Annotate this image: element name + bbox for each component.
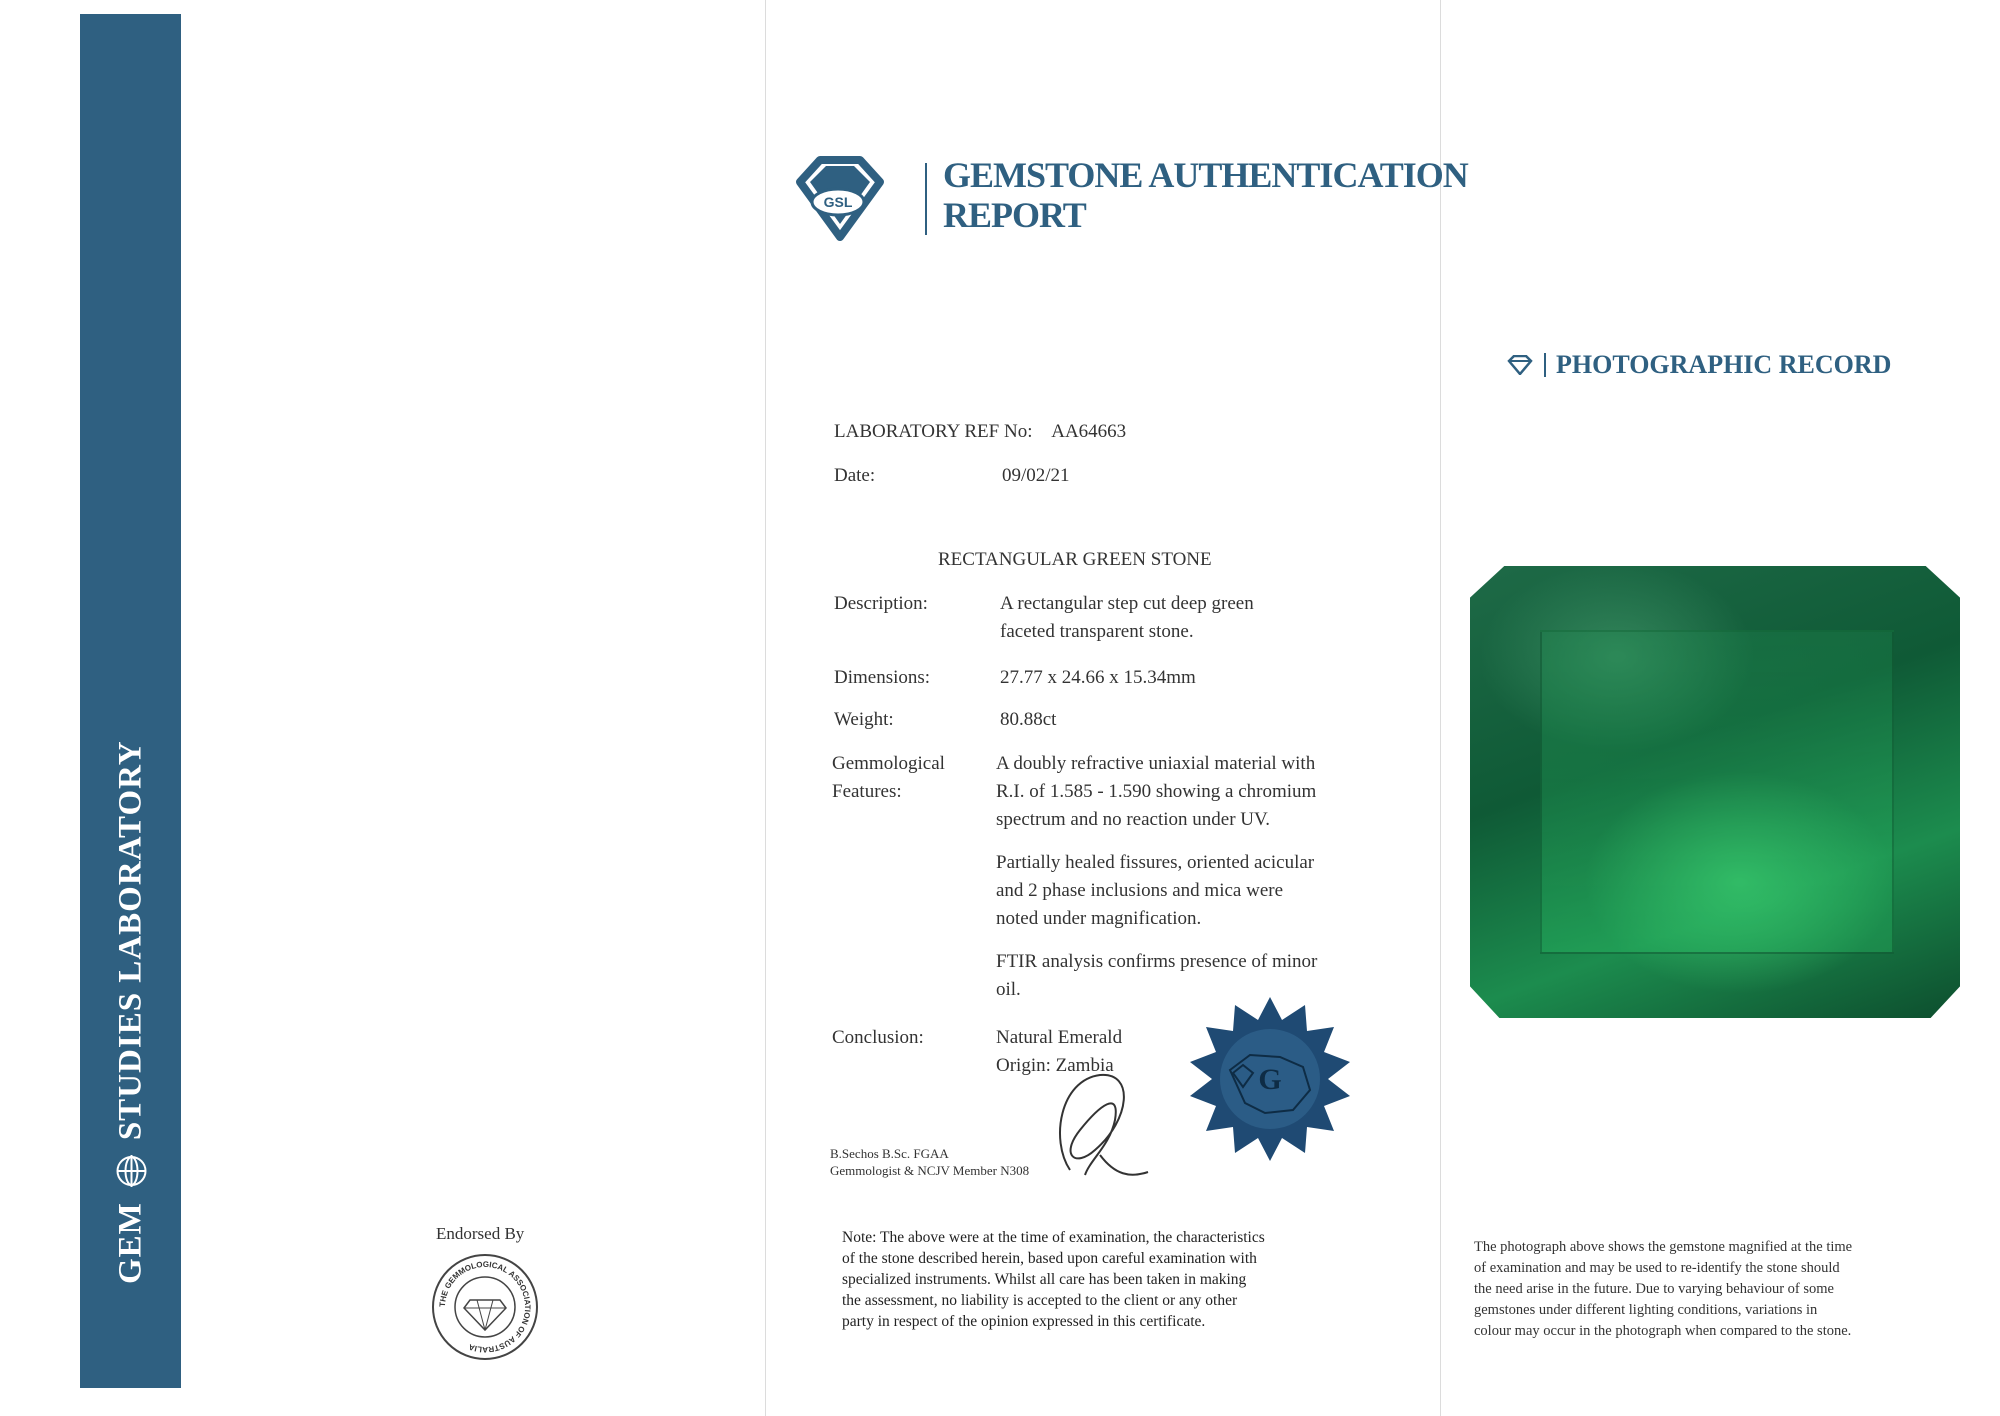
photo-record-title: PHOTOGRAPHIC RECORD — [1556, 350, 1892, 379]
spine-band — [80, 14, 181, 1388]
gsl-seal — [1185, 995, 1355, 1165]
gemmological-association-seal-icon — [430, 1252, 540, 1362]
signatory-line1: B.Sechos B.Sc. FGAA — [830, 1146, 949, 1161]
lab-ref-value: AA64663 — [1051, 421, 1127, 442]
lab-ref-row — [834, 418, 1126, 446]
emerald-table-facet — [1540, 630, 1894, 954]
photo-heading-divider — [1544, 353, 1546, 377]
features-p3-line1: FTIR analysis confirms presence of minor — [996, 951, 1318, 972]
conclusion-line1: Natural Emerald — [996, 1027, 1123, 1048]
note-line2: of the stone described herein, based upon careful examination with — [842, 1250, 1257, 1267]
report-title-line1: GEMSTONE AUTHENTICATION — [943, 155, 1468, 195]
report-title — [943, 155, 1468, 235]
report-title-line2: REPORT — [943, 195, 1086, 235]
note-line5: party in respect of the opinion expressed in this certificate. — [842, 1313, 1206, 1330]
features-p1-line3: spectrum and no reaction under UV. — [996, 809, 1271, 830]
photo-record-heading — [1506, 350, 1891, 380]
diamond-logo-icon — [780, 152, 900, 247]
globe-icon — [114, 1154, 148, 1188]
dimensions-value: 27.77 x 24.66 x 15.34mm — [1000, 667, 1196, 688]
conclusion-line2: Origin: Zambia — [996, 1055, 1114, 1076]
signatory — [830, 1145, 1029, 1179]
gsl-seal-icon — [1185, 995, 1355, 1165]
lab-ref-label: LABORATORY REF No: — [834, 421, 1033, 442]
features-p2-line1: Partially healed fissures, oriented acicular — [996, 852, 1315, 873]
description-line2: faceted transparent stone. — [1000, 621, 1194, 642]
dimensions-label: Dimensions: — [834, 667, 931, 688]
svg-text:THE GEMMOLOGICAL ASSOCIATION O — [438, 1260, 532, 1354]
spine-word-gem: GEM — [112, 1202, 148, 1284]
description-line1: A rectangular step cut deep green — [1000, 593, 1254, 614]
weight-label: Weight: — [834, 709, 894, 730]
svg-text:G: G — [1258, 1063, 1282, 1096]
gaa-seal — [430, 1252, 540, 1362]
caption-line4: gemstones under different lighting conditions, variations in — [1474, 1302, 1818, 1318]
gemmological-features — [996, 750, 1317, 1004]
spine-word-rest: STUDIES LABORATORY — [112, 740, 148, 1141]
photo-caption — [1474, 1237, 1974, 1342]
diamond-icon — [1506, 355, 1534, 375]
signatory-line2: Gemmologist & NCJV Member N308 — [830, 1163, 1030, 1178]
gemmological-label-line2: Features: — [832, 781, 902, 802]
disclaimer-note — [842, 1227, 1366, 1332]
date-label: Date: — [834, 465, 876, 486]
stone-heading: RECTANGULAR GREEN STONE — [938, 549, 1212, 570]
gemmological-label-line1: Gemmological — [832, 753, 945, 774]
note-line4: the assessment, no liability is accepted to the client or any other — [842, 1292, 1238, 1309]
gsl-logo — [780, 152, 900, 247]
caption-line5: colour may occur in the photograph when compared to the stone. — [1474, 1323, 1852, 1339]
note-line3: specialized instruments. Whilst all care has been taken in making — [842, 1271, 1247, 1288]
features-p2-line2: and 2 phase inclusions and mica were — [996, 880, 1284, 901]
features-p3-line2: oil. — [996, 979, 1021, 1000]
features-p1-line1: A doubly refractive uniaxial material with — [996, 753, 1316, 774]
signature-scribble-icon — [1040, 1060, 1150, 1185]
description-value — [1000, 590, 1254, 646]
features-p1-line2: R.I. of 1.585 - 1.590 showing a chromium — [996, 781, 1317, 802]
features-p2-line3: noted under magnification. — [996, 908, 1202, 929]
date-value: 09/02/21 — [1002, 465, 1070, 486]
logo-text: GSL — [823, 194, 853, 210]
description-label: Description: — [834, 593, 928, 614]
endorsed-by-label: Endorsed By — [436, 1224, 525, 1243]
gemmological-label — [832, 750, 945, 806]
signature — [1040, 1060, 1150, 1185]
caption-line3: the need arise in the future. Due to varying behaviour of some — [1474, 1281, 1834, 1297]
caption-line2: of examination and may be used to re-identify the stone should — [1474, 1260, 1840, 1276]
note-line1: Note: The above were at the time of examination, the characteristics — [842, 1229, 1265, 1246]
conclusion-label: Conclusion: — [832, 1027, 924, 1048]
seal-arc-text: THE GEMMOLOGICAL ASSOCIATION OF AUSTRALIA — [437, 1259, 533, 1355]
fold-line-left — [765, 0, 766, 1416]
spine-title — [112, 740, 149, 1284]
weight-value: 80.88ct — [1000, 709, 1057, 730]
caption-line1: The photograph above shows the gemstone magnified at the time — [1474, 1239, 1853, 1255]
header-divider — [925, 163, 927, 235]
